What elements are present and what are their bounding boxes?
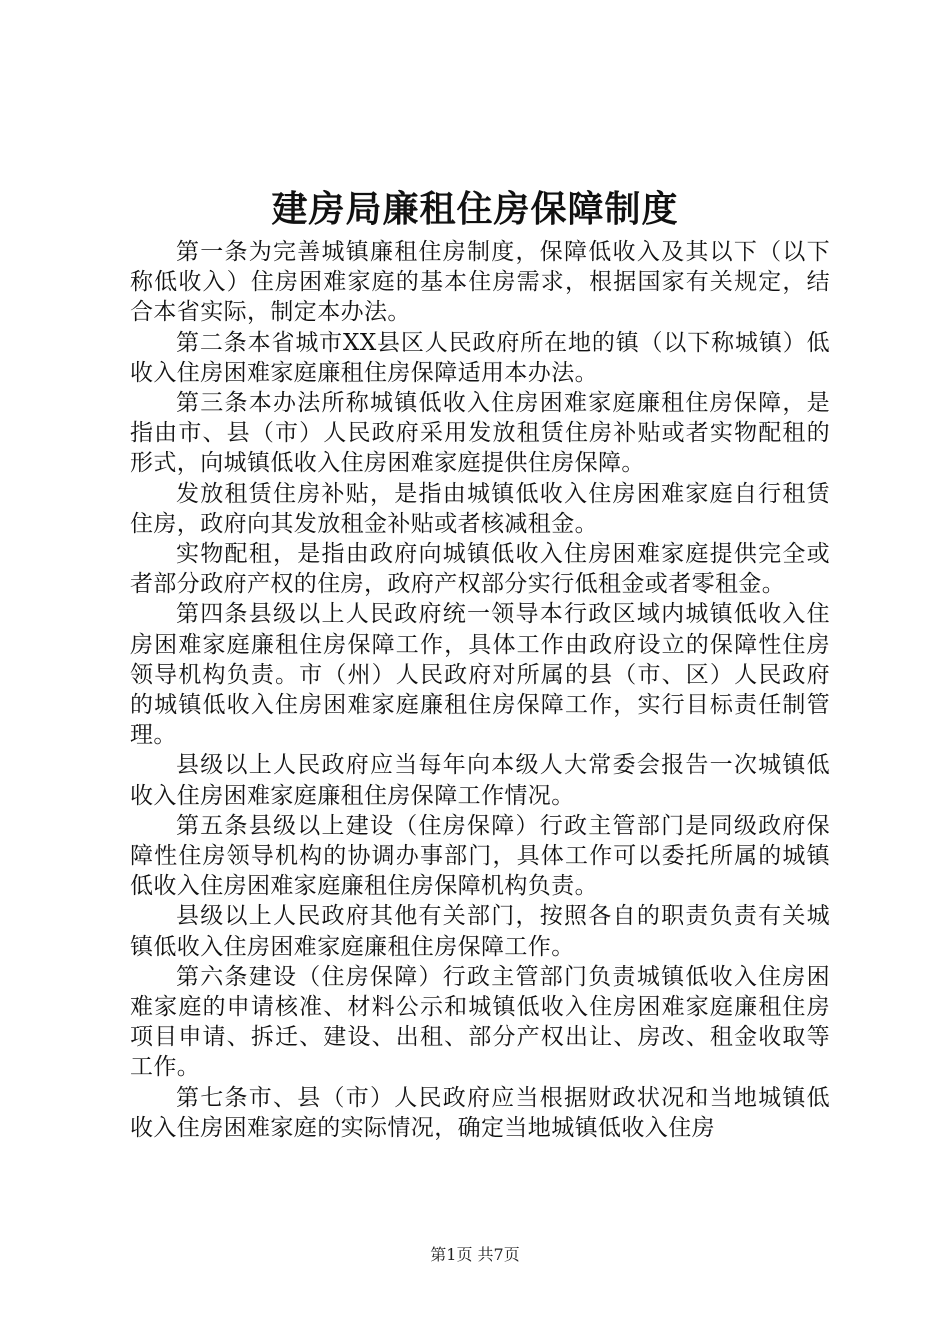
paragraph-article-1: 第一条为完善城镇廉租住房制度，保障低收入及其以下（以下称低收入）住房困难家庭的基本住房需求，根据国家有关规定，结合本省实际，制定本办法。: [130, 239, 830, 326]
page-number-footer: 第1页 共7页: [430, 1245, 520, 1264]
paragraph-article-7: 第七条市、县（市）人民政府应当根据财政状况和当地城镇低收入住房困难家庭的实际情况，确定当地城镇低收入住房: [130, 1084, 830, 1141]
paragraph-article-2: 第二条本省城市XX县区人民政府所在地的镇（以下称城镇）低收入住房困难家庭廉租住房保障适用本办法。: [130, 329, 830, 386]
paragraph-article-5: 第五条县级以上建设（住房保障）行政主管部门是同级政府保障性住房领导机构的协调办事部门，具体工作可以委托所属的城镇低收入住房困难家庭廉租住房保障机构负责。: [130, 812, 830, 900]
paragraph-annual-report: 县级以上人民政府应当每年向本级人大常委会报告一次城镇低收入住房困难家庭廉租住房保障工作情况。: [130, 752, 830, 809]
document-title: 建房局廉租住房保障制度: [271, 188, 679, 230]
document-body: [130, 237, 830, 1143]
paragraph-article-6: 第六条建设（住房保障）行政主管部门负责城镇低收入住房困难家庭的申请核准、材料公示和城镇低收入住房困难家庭廉租住房项目申请、拆迁、建设、出租、部分产权出让、房改、租金收取等工作。: [130, 963, 830, 1081]
paragraph-physical-allocation: 实物配租，是指由政府向城镇低收入住房困难家庭提供完全或者部分政府产权的住房，政府产权部分实行低租金或者零租金。: [130, 541, 830, 598]
paragraph-article-3: 第三条本办法所称城镇低收入住房困难家庭廉租住房保障，是指由市、县（市）人民政府采用发放租赁住房补贴或者实物配租的形式，向城镇低收入住房困难家庭提供住房保障。: [130, 390, 830, 477]
paragraph-other-departments: 县级以上人民政府其他有关部门，按照各自的职责负责有关城镇低收入住房困难家庭廉租住房保障工作。: [130, 903, 830, 960]
paragraph-rent-subsidy: 发放租赁住房补贴，是指由城镇低收入住房困难家庭自行租赁住房，政府向其发放租金补贴或者核减租金。: [130, 480, 830, 537]
paragraph-article-4: 第四条县级以上人民政府统一领导本行政区域内城镇低收入住房困难家庭廉租住房保障工作，具体工作由政府设立的保障性住房领导机构负责。市（州）人民政府对所属的县（市、区）人民政府的城镇低收入住房困难家庭廉租住房保障工作，实行目标责任制管理。: [130, 601, 830, 749]
